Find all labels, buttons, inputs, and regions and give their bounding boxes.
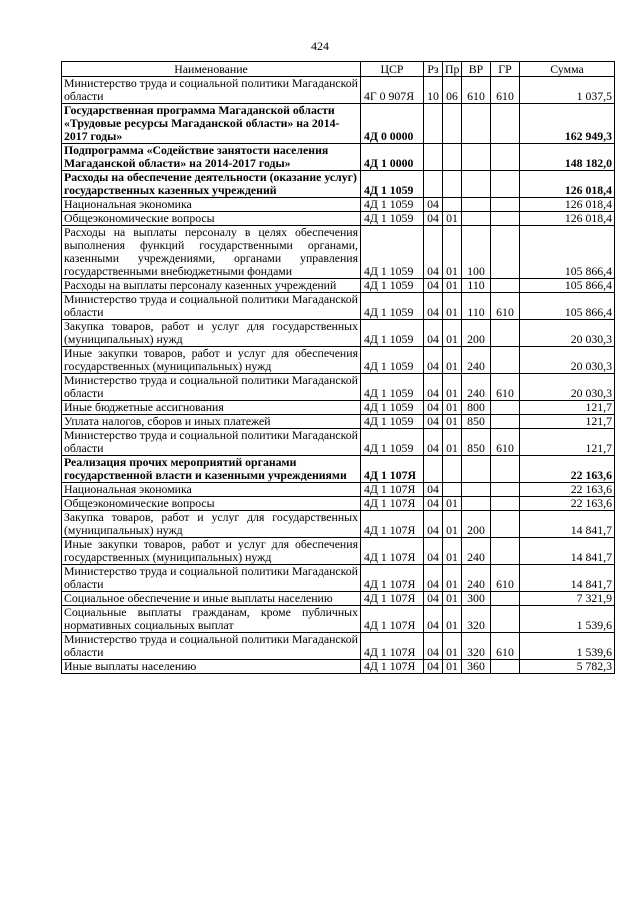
cell-pr: 01 xyxy=(443,429,462,456)
cell-name: Закупка товаров, работ и услуг для государственных (муниципальных) нужд xyxy=(62,320,361,347)
cell-sum: 7 321,9 xyxy=(520,592,615,606)
cell-sum: 105 866,4 xyxy=(520,279,615,293)
cell-vr: 240 xyxy=(462,538,491,565)
cell-gr: 610 xyxy=(491,429,520,456)
cell-csr: 4Д 1 1059 xyxy=(361,320,424,347)
budget-table xyxy=(61,61,615,674)
cell-name: Министерство труда и социальной политики Магаданской области xyxy=(62,429,361,456)
cell-sum: 14 841,7 xyxy=(520,511,615,538)
cell-name: Национальная экономика xyxy=(62,198,361,212)
cell-sum: 121,7 xyxy=(520,401,615,415)
cell-vr: 320 xyxy=(462,606,491,633)
cell-pr: 01 xyxy=(443,374,462,401)
cell-vr: 110 xyxy=(462,293,491,320)
table-row xyxy=(62,633,615,660)
cell-csr: 4Д 1 107Я xyxy=(361,456,424,483)
cell-name: Социальные выплаты гражданам, кроме публичных нормативных социальных выплат xyxy=(62,606,361,633)
cell-pr: 01 xyxy=(443,320,462,347)
cell-gr xyxy=(491,456,520,483)
cell-csr: 4Д 1 1059 xyxy=(361,226,424,279)
cell-name: Министерство труда и социальной политики Магаданской области xyxy=(62,633,361,660)
cell-pr: 01 xyxy=(443,633,462,660)
cell-sum: 22 163,6 xyxy=(520,456,615,483)
cell-name: Государственная программа Магаданской области «Трудовые ресурсы Магаданской области» на 2014-2017 годы» xyxy=(62,104,361,144)
cell-rz: 04 xyxy=(424,538,443,565)
cell-rz: 04 xyxy=(424,633,443,660)
cell-pr xyxy=(443,104,462,144)
cell-csr: 4Д 1 1059 xyxy=(361,293,424,320)
cell-vr: 100 xyxy=(462,226,491,279)
cell-rz: 04 xyxy=(424,198,443,212)
cell-gr: 610 xyxy=(491,565,520,592)
cell-csr: 4Д 1 1059 xyxy=(361,198,424,212)
cell-pr xyxy=(443,144,462,171)
table-row xyxy=(62,293,615,320)
cell-vr: 850 xyxy=(462,429,491,456)
cell-csr: 4Д 1 107Я xyxy=(361,565,424,592)
cell-gr xyxy=(491,497,520,511)
cell-gr xyxy=(491,171,520,198)
cell-vr: 110 xyxy=(462,279,491,293)
table-row xyxy=(62,212,615,226)
cell-sum: 5 782,3 xyxy=(520,660,615,674)
table-row xyxy=(62,77,615,104)
cell-rz xyxy=(424,171,443,198)
cell-gr xyxy=(491,538,520,565)
cell-vr: 200 xyxy=(462,320,491,347)
cell-gr: 610 xyxy=(491,633,520,660)
cell-name: Расходы на выплаты персоналу казенных учреждений xyxy=(62,279,361,293)
cell-rz: 04 xyxy=(424,320,443,347)
cell-name: Иные закупки товаров, работ и услуг для обеспечения государственных (муниципальных) нужд xyxy=(62,538,361,565)
cell-pr: 01 xyxy=(443,511,462,538)
cell-rz: 04 xyxy=(424,592,443,606)
cell-csr: 4Д 1 107Я xyxy=(361,511,424,538)
cell-vr xyxy=(462,456,491,483)
cell-pr: 06 xyxy=(443,77,462,104)
cell-vr: 240 xyxy=(462,565,491,592)
cell-vr xyxy=(462,198,491,212)
cell-vr xyxy=(462,171,491,198)
cell-pr: 01 xyxy=(443,293,462,320)
cell-pr xyxy=(443,456,462,483)
cell-vr: 800 xyxy=(462,401,491,415)
cell-gr xyxy=(491,606,520,633)
cell-sum: 1 037,5 xyxy=(520,77,615,104)
cell-sum: 126 018,4 xyxy=(520,198,615,212)
cell-sum: 20 030,3 xyxy=(520,374,615,401)
header-csr: ЦСР xyxy=(361,62,424,77)
cell-pr xyxy=(443,483,462,497)
cell-csr: 4Д 1 107Я xyxy=(361,660,424,674)
header-rz: Рз xyxy=(424,62,443,77)
cell-rz: 04 xyxy=(424,226,443,279)
cell-csr: 4Д 1 1059 xyxy=(361,279,424,293)
cell-csr: 4Д 1 107Я xyxy=(361,592,424,606)
cell-pr: 01 xyxy=(443,538,462,565)
cell-vr: 360 xyxy=(462,660,491,674)
cell-gr xyxy=(491,401,520,415)
cell-name: Расходы на выплаты персоналу в целях обеспечения выполнения функций государственными органами, казенными учреждениями, органами управления государственными внебюджетными фондами xyxy=(62,226,361,279)
cell-pr: 01 xyxy=(443,226,462,279)
cell-vr: 240 xyxy=(462,347,491,374)
cell-csr: 4Д 1 107Я xyxy=(361,606,424,633)
cell-pr: 01 xyxy=(443,415,462,429)
cell-pr: 01 xyxy=(443,401,462,415)
cell-rz: 04 xyxy=(424,212,443,226)
cell-csr: 4Д 1 107Я xyxy=(361,497,424,511)
cell-rz: 10 xyxy=(424,77,443,104)
cell-rz: 04 xyxy=(424,497,443,511)
table-row xyxy=(62,565,615,592)
cell-vr: 320 xyxy=(462,633,491,660)
cell-name: Социальное обеспечение и иные выплаты населению xyxy=(62,592,361,606)
cell-vr xyxy=(462,144,491,171)
cell-vr xyxy=(462,483,491,497)
cell-sum: 22 163,6 xyxy=(520,497,615,511)
cell-gr xyxy=(491,212,520,226)
cell-gr xyxy=(491,347,520,374)
cell-vr xyxy=(462,497,491,511)
cell-name: Министерство труда и социальной политики Магаданской области xyxy=(62,293,361,320)
cell-gr xyxy=(491,511,520,538)
cell-name: Уплата налогов, сборов и иных платежей xyxy=(62,415,361,429)
table-row xyxy=(62,347,615,374)
cell-rz: 04 xyxy=(424,415,443,429)
cell-vr xyxy=(462,104,491,144)
table-row xyxy=(62,104,615,144)
table-header-row xyxy=(62,62,615,77)
cell-name: Общеэкономические вопросы xyxy=(62,212,361,226)
cell-csr: 4Д 1 1059 xyxy=(361,401,424,415)
header-pr: Пр xyxy=(443,62,462,77)
cell-vr: 850 xyxy=(462,415,491,429)
cell-pr: 01 xyxy=(443,347,462,374)
cell-rz: 04 xyxy=(424,660,443,674)
table-row xyxy=(62,198,615,212)
cell-csr: 4Д 1 1059 xyxy=(361,415,424,429)
cell-rz: 04 xyxy=(424,374,443,401)
cell-gr xyxy=(491,198,520,212)
cell-rz xyxy=(424,144,443,171)
cell-pr: 01 xyxy=(443,660,462,674)
cell-sum: 1 539,6 xyxy=(520,633,615,660)
table-row xyxy=(62,226,615,279)
cell-name: Подпрограмма «Содействие занятости населения Магаданской области» на 2014-2017 годы» xyxy=(62,144,361,171)
cell-pr: 01 xyxy=(443,592,462,606)
cell-rz: 04 xyxy=(424,279,443,293)
cell-pr: 01 xyxy=(443,565,462,592)
header-vr: ВР xyxy=(462,62,491,77)
table-row xyxy=(62,660,615,674)
cell-csr: 4Д 1 0000 xyxy=(361,144,424,171)
cell-gr: 610 xyxy=(491,293,520,320)
cell-gr xyxy=(491,144,520,171)
cell-vr: 300 xyxy=(462,592,491,606)
cell-name: Закупка товаров, работ и услуг для государственных (муниципальных) нужд xyxy=(62,511,361,538)
cell-sum: 22 163,6 xyxy=(520,483,615,497)
table-row xyxy=(62,429,615,456)
table-row xyxy=(62,497,615,511)
cell-sum: 148 182,0 xyxy=(520,144,615,171)
cell-gr xyxy=(491,415,520,429)
cell-csr: 4Д 1 1059 xyxy=(361,212,424,226)
cell-pr xyxy=(443,198,462,212)
cell-name: Иные закупки товаров, работ и услуг для обеспечения государственных (муниципальных) нужд xyxy=(62,347,361,374)
cell-rz: 04 xyxy=(424,429,443,456)
cell-name: Общеэкономические вопросы xyxy=(62,497,361,511)
cell-gr xyxy=(491,592,520,606)
cell-rz: 04 xyxy=(424,606,443,633)
cell-name: Иные бюджетные ассигнования xyxy=(62,401,361,415)
cell-name: Министерство труда и социальной политики Магаданской области xyxy=(62,77,361,104)
cell-gr xyxy=(491,660,520,674)
header-name: Наименование xyxy=(62,62,361,77)
cell-gr xyxy=(491,320,520,347)
cell-name: Иные выплаты населению xyxy=(62,660,361,674)
cell-pr: 01 xyxy=(443,212,462,226)
cell-sum: 1 539,6 xyxy=(520,606,615,633)
cell-sum: 121,7 xyxy=(520,415,615,429)
cell-name: Министерство труда и социальной политики Магаданской области xyxy=(62,565,361,592)
cell-rz: 04 xyxy=(424,483,443,497)
cell-pr: 01 xyxy=(443,606,462,633)
cell-sum: 20 030,3 xyxy=(520,347,615,374)
cell-name: Министерство труда и социальной политики Магаданской области xyxy=(62,374,361,401)
cell-name: Расходы на обеспечение деятельности (оказание услуг) государственных казенных учреждений xyxy=(62,171,361,198)
cell-gr xyxy=(491,226,520,279)
table-row xyxy=(62,401,615,415)
cell-sum: 20 030,3 xyxy=(520,320,615,347)
cell-csr: 4Д 1 1059 xyxy=(361,171,424,198)
table-row xyxy=(62,456,615,483)
cell-sum: 126 018,4 xyxy=(520,171,615,198)
cell-gr xyxy=(491,279,520,293)
cell-sum: 121,7 xyxy=(520,429,615,456)
header-sum: Сумма xyxy=(520,62,615,77)
cell-csr: 4Г 0 907Я xyxy=(361,77,424,104)
cell-gr: 610 xyxy=(491,77,520,104)
cell-rz: 04 xyxy=(424,401,443,415)
table-row xyxy=(62,592,615,606)
table-row xyxy=(62,538,615,565)
cell-rz xyxy=(424,456,443,483)
cell-vr: 610 xyxy=(462,77,491,104)
cell-pr: 01 xyxy=(443,497,462,511)
cell-csr: 4Д 1 1059 xyxy=(361,374,424,401)
cell-csr: 4Д 1 107Я xyxy=(361,633,424,660)
cell-vr xyxy=(462,212,491,226)
table-row xyxy=(62,606,615,633)
cell-csr: 4Д 0 0000 xyxy=(361,104,424,144)
table-row xyxy=(62,374,615,401)
cell-rz: 04 xyxy=(424,565,443,592)
table-row xyxy=(62,171,615,198)
cell-sum: 14 841,7 xyxy=(520,538,615,565)
table-row xyxy=(62,483,615,497)
cell-rz: 04 xyxy=(424,347,443,374)
table-row xyxy=(62,144,615,171)
cell-csr: 4Д 1 1059 xyxy=(361,429,424,456)
page-number: 424 xyxy=(311,39,329,53)
cell-pr xyxy=(443,171,462,198)
cell-gr xyxy=(491,483,520,497)
cell-csr: 4Д 1 107Я xyxy=(361,483,424,497)
table-row xyxy=(62,511,615,538)
cell-rz: 04 xyxy=(424,293,443,320)
cell-csr: 4Д 1 107Я xyxy=(361,538,424,565)
cell-name: Реализация прочих мероприятий органами государственной власти и казенными учреждениями xyxy=(62,456,361,483)
cell-sum: 126 018,4 xyxy=(520,212,615,226)
cell-name: Национальная экономика xyxy=(62,483,361,497)
cell-sum: 14 841,7 xyxy=(520,565,615,592)
cell-csr: 4Д 1 1059 xyxy=(361,347,424,374)
cell-sum: 105 866,4 xyxy=(520,293,615,320)
cell-gr xyxy=(491,104,520,144)
cell-pr: 01 xyxy=(443,279,462,293)
cell-rz xyxy=(424,104,443,144)
cell-vr: 240 xyxy=(462,374,491,401)
cell-vr: 200 xyxy=(462,511,491,538)
cell-sum: 105 866,4 xyxy=(520,226,615,279)
table-row xyxy=(62,279,615,293)
table-row xyxy=(62,415,615,429)
cell-gr: 610 xyxy=(491,374,520,401)
cell-rz: 04 xyxy=(424,511,443,538)
cell-sum: 162 949,3 xyxy=(520,104,615,144)
table-row xyxy=(62,320,615,347)
header-gr: ГР xyxy=(491,62,520,77)
